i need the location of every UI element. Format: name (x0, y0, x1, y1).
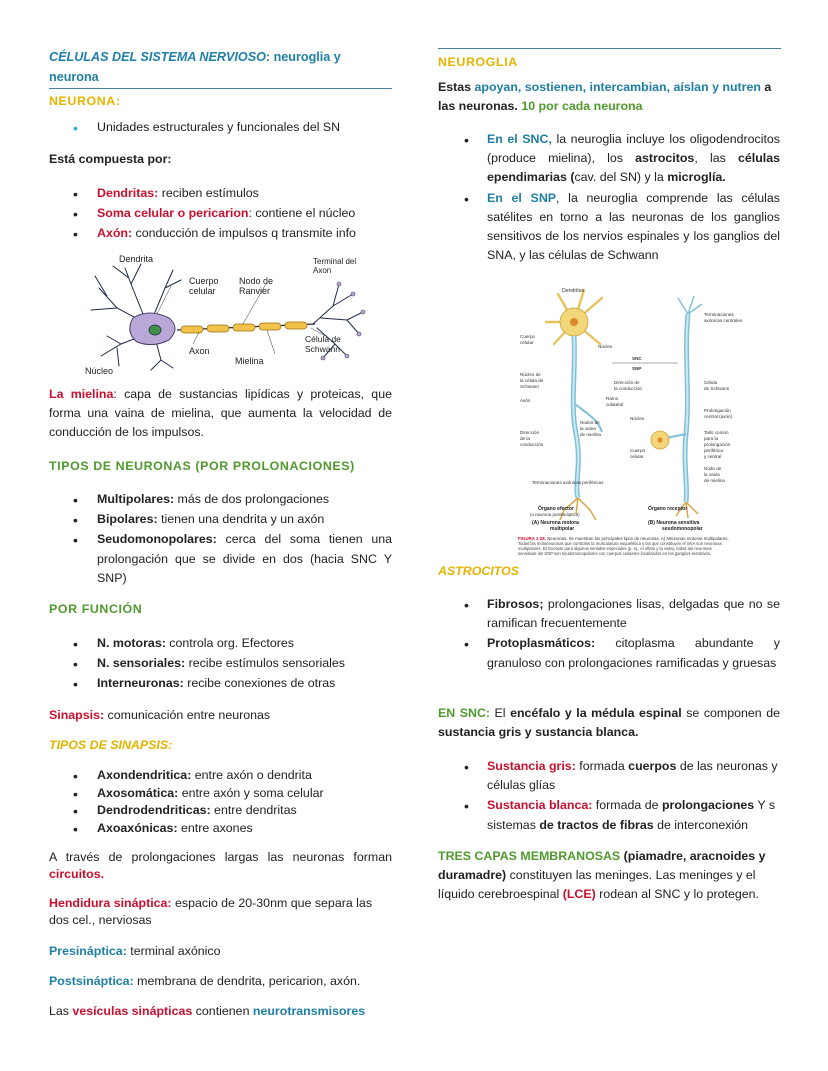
fig-label: Dirección de (614, 380, 640, 385)
list-item: • Dendrodendriticas: entre dendritas (49, 802, 392, 820)
presinaptica-paragraph: Presináptica: terminal axónico (49, 944, 221, 958)
fig-label: seudomonopolar (662, 526, 703, 532)
neuron-types-figure (518, 284, 766, 564)
myelin-segment (181, 326, 203, 333)
neuroglia-heading: NEUROGLIA (438, 55, 518, 69)
fig-label: (o neurona postsináptica) (530, 512, 580, 517)
fig-label: Órgano efector (538, 506, 574, 512)
fig-label: Núcleo de (520, 372, 541, 377)
por-funcion-heading: POR FUNCIÓN (49, 602, 143, 616)
fig-label: Dendritas (562, 288, 585, 294)
fig-label: la conducción (614, 386, 643, 391)
fig-label: Nodo de (704, 466, 722, 471)
label-axon: Axon (189, 346, 210, 356)
right-column (438, 0, 780, 1071)
neuroglia-divider (438, 48, 781, 49)
fig-label: Cuerpo (630, 448, 646, 453)
list-item: • Bipolares: tienen una dendrita y un axón (49, 510, 392, 529)
list-item: • Sustancia blanca: formada de prolongaciones Y s sistemas de tractos de fibras de interconexión (438, 796, 780, 834)
list-item: • Multipolares: más de dos prolongaciones (49, 490, 392, 509)
tipos-sinapsis-heading: TIPOS DE SINAPSIS: (49, 738, 173, 752)
label-mielina: Mielina (235, 356, 264, 366)
fig-label: SNP (632, 366, 642, 371)
fig-label: Célula (704, 380, 718, 385)
astrocitos-heading: ASTROCITOS (438, 564, 520, 578)
vesiculas-paragraph: Las vesículas sinápticas contienen neurotransmisores (49, 1004, 366, 1018)
fig-label: la vaina (580, 426, 596, 431)
label-cuerpo: Cuerpo (189, 276, 219, 286)
myelin-segment (207, 325, 229, 332)
label-dendrita: Dendrita (119, 254, 154, 264)
fig-label: de mielina (704, 478, 725, 483)
fig-label: la célula de (520, 378, 544, 383)
left-column (49, 0, 392, 1071)
fig-label: Órgano receptor (648, 506, 688, 512)
list-item: • Axón: conducción de impulsos q transmite info (49, 224, 392, 243)
label-celula: Célula de (305, 334, 341, 344)
list-item: • Interneuronas: recibe conexiones de otras (49, 674, 392, 693)
fig-label: celular (630, 454, 644, 459)
fig-label: Terminaciones (704, 312, 734, 317)
list-item: • Axondendritica: entre axón o dendrita (49, 767, 392, 785)
list-item: • Axosomática: entre axón y soma celular (49, 785, 392, 803)
list-item: • Sustancia gris: formada cuerpos de las neuronas y células glías (438, 757, 780, 795)
list-item: • N. sensoriales: recibe estímulos sensoriales (49, 654, 392, 673)
fig-label: multipolar (550, 526, 575, 532)
circuitos-paragraph: A través de prolongaciones largas las neuronas forman circuitos. (49, 850, 392, 882)
fig-label: Cuerpo (520, 334, 536, 339)
hendidura-paragraph: Hendidura sináptica: espacio de 20-30nm que separa las dos cel., nerviosas (49, 896, 373, 928)
compuesta-label: Está compuesta por: (49, 152, 172, 166)
fig-label: y central (704, 454, 722, 459)
tipos-prolongaciones-heading: TIPOS DE NEURONAS (POR PROLONACIONES) (49, 459, 355, 473)
figure-caption: sensitivas del SNP son seudomonopolares con cuerpos celulares localizados en los ganglios sensitivos. (518, 551, 712, 556)
list-item: • En el SNC, la neuroglia incluye los oligodendrocitos (produce mielina), los astrocitos, las células ependimarias (cav. del SN) y la microglía. (438, 130, 780, 188)
title-divider (49, 88, 392, 89)
list-item: • Soma celular o pericarion: contiene el núcleo (49, 204, 392, 223)
por-funcion-list (49, 634, 392, 694)
sustancias-list (438, 757, 780, 835)
neuron-diagram (77, 248, 377, 376)
capas-paragraph: TRES CAPAS MEMBRANOSAS (piamadre, aracnoides y duramadre) constituyen las meninges. Las meninges y el líquido cerebroespinal (LCE) rodean al SNC y lo protegen. (438, 849, 766, 902)
list-item: • Protoplasmáticos: citoplasma abundante y granuloso con prolongaciones ramificadas y gruesas (438, 634, 780, 672)
fig-label: central (axón) (704, 414, 733, 419)
neuroglia-list (438, 130, 780, 266)
nucleus (149, 325, 161, 335)
fig-label: axónicas centrales (704, 318, 743, 323)
fig-label: SNC (632, 356, 642, 361)
fig-label: Ramo (606, 396, 619, 401)
myelin-segment (285, 322, 307, 329)
neurona-parts-list (49, 184, 392, 244)
fig-label: celular (520, 340, 534, 345)
myelin-segment (233, 324, 255, 331)
list-item: • Axoaxónicas: entre axones (49, 820, 392, 838)
fig-label: Terminaciones axónicas periféricas (532, 480, 604, 485)
sinapsis-paragraph: Sinapsis: comunicación entre neuronas (49, 708, 271, 722)
fig-label: Prolongación (704, 408, 731, 413)
label-terminal: Terminal del (313, 257, 357, 266)
list-item: • N. motoras: controla org. Efectores (49, 634, 392, 653)
label-nodo: Ranvier (239, 286, 271, 296)
neurona-intro-list (49, 118, 392, 137)
postsinaptica-paragraph: Postsináptica: membrana de dendrita, pericarion, axón. (49, 974, 361, 988)
fig-label: Núcleo (630, 416, 645, 421)
fig-label: conducción (520, 442, 544, 447)
label-terminal: Axon (313, 266, 332, 275)
fig-label: para la (704, 436, 719, 441)
fig-label: Núcleo (598, 344, 613, 349)
list-item: • En el SNP, la neuroglia comprende las células satélites en torno a las neuronas de los ganglios sensitivos de los nervios espinales y los ganglios del SNA, y las células de Schwann (438, 189, 780, 266)
fig-label: de la (520, 436, 530, 441)
neuroglia-intro: Estas apoyan, sostienen, intercambian, aíslan y nutren a las neuronas. 10 por cada neurona (438, 80, 772, 114)
fig-label: colateral (606, 402, 624, 407)
label-cuerpo: celular (189, 286, 216, 296)
mielina-paragraph: La mielina: capa de sustancias lipídicas y proteicas, que forma una vaina de mielina, que aumenta la velocidad de conducción de los impulsos. (49, 387, 392, 440)
fig-label: periférica (704, 448, 723, 453)
page-title: CÉLULAS DEL SISTEMA NERVIOSO: neuroglia y neurona (49, 50, 341, 84)
fig-label: Schwann (520, 384, 539, 389)
fig-label: prolongación (704, 442, 731, 447)
list-item: • Unidades estructurales y funcionales del SN (49, 118, 392, 137)
fig-label: de mielina (580, 432, 601, 437)
fig-label: de Schwann (704, 386, 730, 391)
fig-label: (A) Neurona motora (532, 520, 579, 526)
myelin-segment (259, 323, 281, 330)
neurona-heading: NEURONA: (49, 94, 121, 108)
figure-caption: FIGURA 1-28. Neuronas. Se muestran los principales tipos de neuronas. A) Neuronas motoras multipolares. (518, 536, 729, 541)
fig-label: Nodos de (580, 420, 600, 425)
fig-label: Axón (520, 398, 531, 403)
figure-caption: multipolares. B) Excepto para algunos sentidos especiales (p. ej., el olfato y la vista), todas las neuronas (518, 546, 712, 551)
list-item: • Dendritas: reciben estímulos (49, 184, 392, 203)
fig-label: (B) Neurona sensitiva (648, 520, 700, 526)
list-item: • Fibrosos; prolongaciones lisas, delgadas que no se ramifican frecuentemente (438, 595, 780, 633)
label-celula: Schwann (305, 344, 340, 354)
fig-label: Tallo común (704, 430, 729, 435)
fig-label: Dirección (520, 430, 540, 435)
en-snc-paragraph: EN SNC: El encéfalo y la médula espinal se componen de sustancia gris y sustancia blanca. (438, 706, 780, 740)
astrocitos-list (438, 595, 780, 673)
label-nucleo: Núcleo (85, 366, 114, 376)
label-nodo: Nodo de (239, 276, 274, 286)
tipos-prolongaciones-list (49, 490, 392, 588)
list-item: • Seudomonopolares: cerca del soma tienen una prolongación que se divide en dos (hacia SNC Y SNP) (49, 530, 392, 588)
fig-label: la vaina (704, 472, 720, 477)
figure-caption: Todas las motoneuronas que controlan la musculatura esquelética y las que constituyen el SNA son neuronas (518, 541, 722, 546)
tipos-sinapsis-list (49, 767, 392, 837)
